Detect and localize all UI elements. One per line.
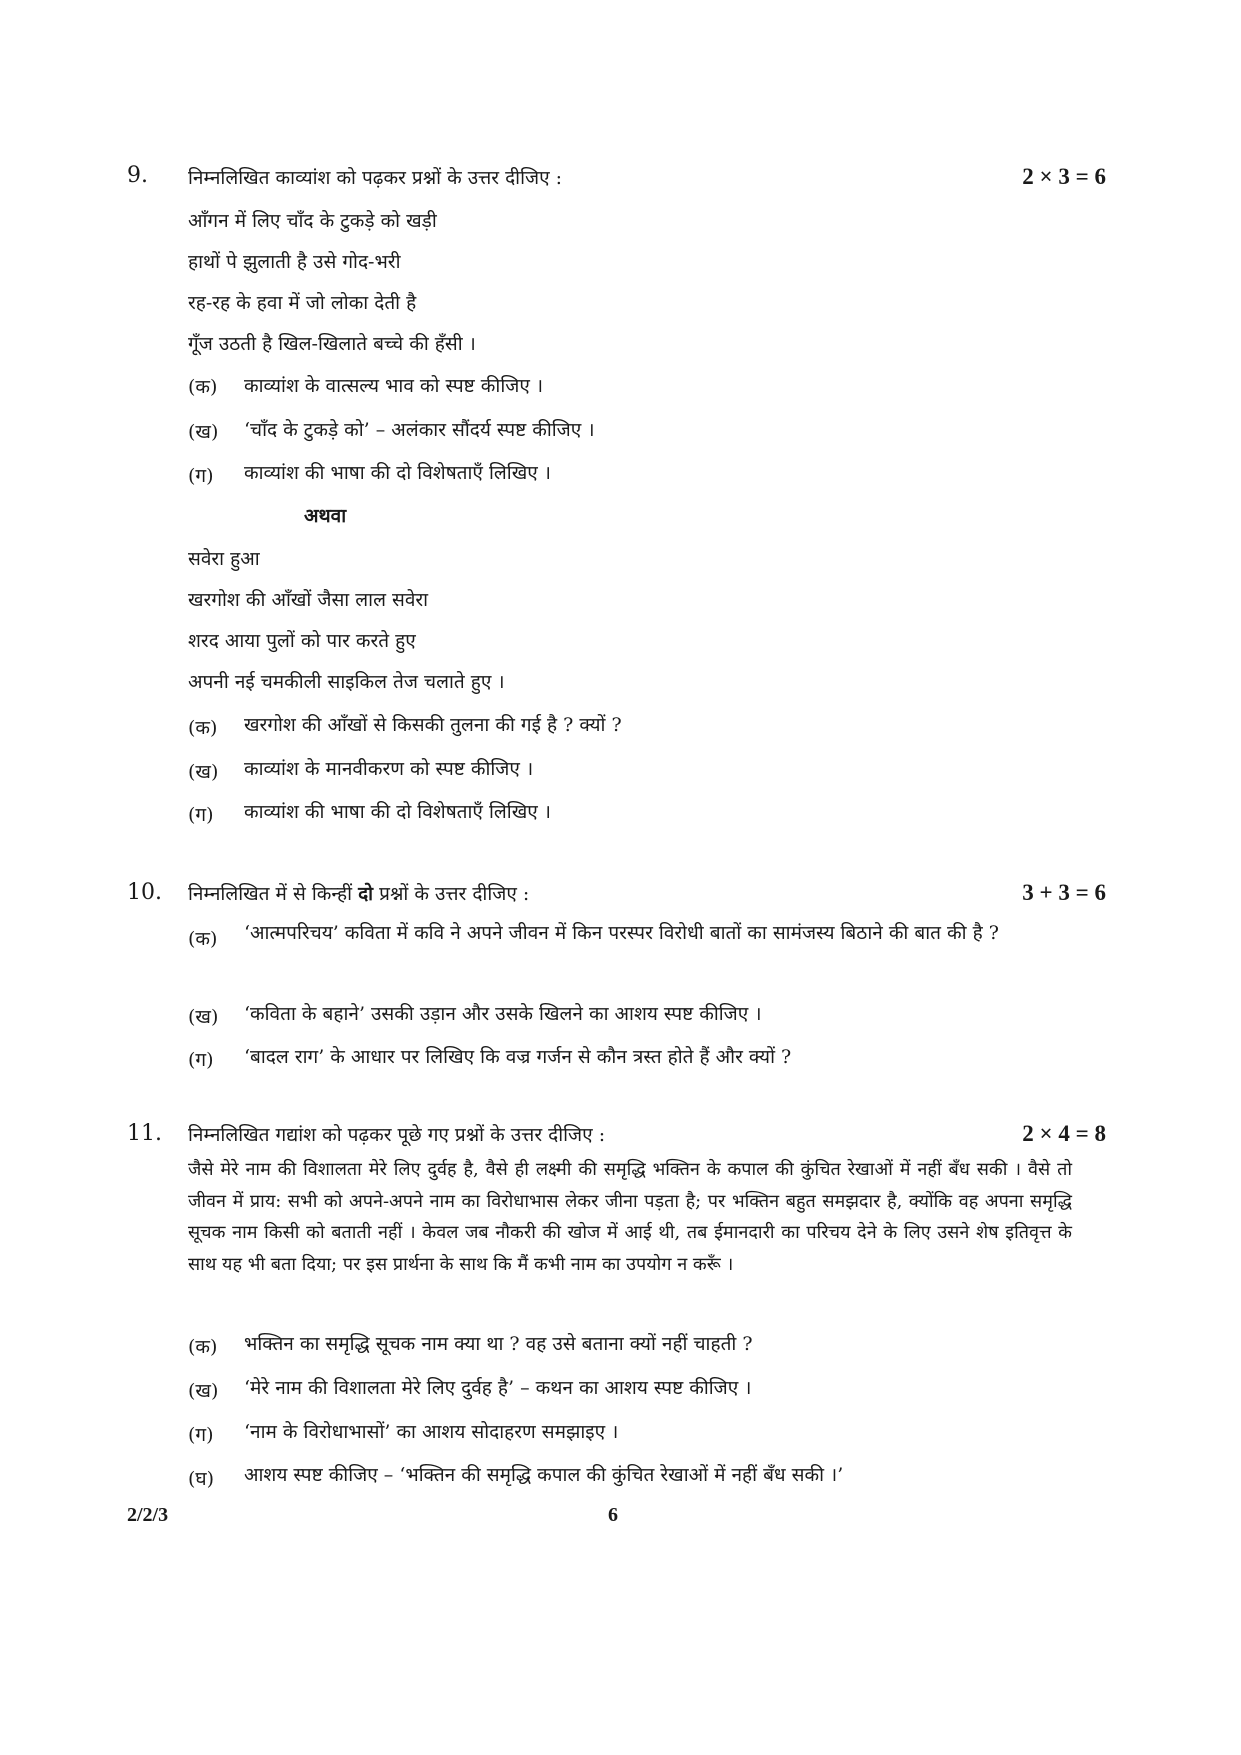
sub-question-text: काव्यांश की भाषा की दो विशेषताएँ लिखिए । [244, 462, 551, 484]
sub-question-label: (ख) [188, 1380, 219, 1402]
sub-question-text: काव्यांश की भाषा की दो विशेषताएँ लिखिए । [244, 801, 551, 823]
paper-code: 2/2/3 [127, 1504, 169, 1526]
sub-question-text: खरगोश की आँखों से किसकी तुलना की गई है ? क्यों ? [244, 714, 622, 736]
poem-line: अपनी नई चमकीली साइकिल तेज चलाते हुए । [188, 671, 505, 693]
sub-question-text: भक्तिन का समृद्धि सूचक नाम क्या था ? वह उसे बताना क्यों नहीं चाहती ? [244, 1333, 753, 1355]
sub-question-text: ‘बादल राग’ के आधार पर लिखिए कि वज्र गर्जन से कौन त्रस्त होते हैं और क्यों ? [244, 1046, 792, 1068]
sub-question-text: ‘आत्मपरिचय’ कविता में कवि ने अपने जीवन में किन परस्पर विरोधी बातों का सामंजस्य बिठाने की बात की है ? [244, 922, 999, 944]
sub-question-label: (क) [188, 376, 218, 398]
sub-question-text: ‘मेरे नाम की विशालता मेरे लिए दुर्वह है’ – कथन का आशय स्पष्ट कीजिए । [244, 1377, 752, 1399]
sub-question-label: (ग) [188, 1049, 214, 1071]
q11-passage: जैसे मेरे नाम की विशालता मेरे लिए दुर्वह है, वैसे ही लक्ष्मी की समृद्धि भक्तिन के कपाल की कुंचित रेखाओं में नहीं बँध सकी । वैसे तो जीवन में प्राय: सभी को अपने-अपने नाम का विरोधाभास लेकर जीना पड़ता है; पर भक्तिन बहुत समझदार है, क्योंकि वह अपना समृद्धि सूचक नाम किसी को बताती नहीं । केवल जब नौकरी की खोज में आई थी, तब ईमानदारी का परिचय देने के लिए उसने शेष इतिवृत्त के साथ यह भी बता दिया; पर इस प्रार्थना के साथ कि मैं कभी नाम का उपयोग न करूँ । [188, 1159, 1072, 1275]
poem-line: शरद आया पुलों को पार करते हुए [188, 630, 416, 652]
sub-question-label: (क) [188, 717, 218, 739]
sub-question-label: (ख) [188, 1006, 219, 1028]
sub-question-text: ‘चाँद के टुकड़े को’ – अलंकार सौंदर्य स्पष्ट कीजिए । [244, 419, 595, 441]
sub-question-text: ‘नाम के विरोधाभासों’ का आशय सोदाहरण समझाइए । [244, 1421, 619, 1443]
sub-question-text: आशय स्पष्ट कीजिए – ‘भक्तिन की समृद्धि कपाल की कुंचित रेखाओं में नहीं बँध सकी ।’ [244, 1464, 844, 1486]
q11-marks: 2 × 4 = 8 [1022, 1121, 1106, 1146]
sub-question-text: काव्यांश के वात्सल्य भाव को स्पष्ट कीजिए । [244, 375, 544, 397]
sub-question-label: (ख) [188, 761, 219, 783]
q9-marks: 2 × 3 = 6 [1022, 164, 1106, 189]
or-label: अथवा [304, 505, 347, 527]
page-number: 6 [608, 1504, 618, 1526]
poem-line: गूँज उठती है खिल-खिलाते बच्चे की हँसी । [188, 333, 476, 355]
poem-line: आँगन में लिए चाँद के टुकड़े को खड़ी [188, 210, 437, 232]
poem-line: हाथों पे झुलाती है उसे गोद-भरी [188, 251, 401, 273]
sub-question-label: (क) [188, 928, 218, 950]
q10-marks: 3 + 3 = 6 [1022, 880, 1106, 905]
sub-question-label: (ग) [188, 804, 214, 826]
poem-line: रह-रह के हवा में जो लोका देती है [188, 292, 417, 314]
q10-instruction: निम्नलिखित में से किन्हीं दो प्रश्नों के उत्तर दीजिए : [188, 883, 530, 905]
sub-question-label: (ग) [188, 465, 214, 487]
poem-line: सवेरा हुआ [188, 548, 260, 570]
q11-number: 11. [127, 1121, 162, 1146]
q10-number: 10. [127, 880, 162, 905]
q10-instruction-bold: दो [358, 883, 374, 905]
sub-question-label: (ख) [188, 421, 219, 443]
sub-question-label: (ग) [188, 1424, 214, 1446]
sub-question-label: (घ) [188, 1468, 215, 1490]
sub-question-text: ‘कविता के बहाने’ उसकी उड़ान और उसके खिलने का आशय स्पष्ट कीजिए । [244, 1003, 762, 1025]
q9-number: 9. [127, 163, 148, 188]
q11-instruction: निम्नलिखित गद्यांश को पढ़कर पूछे गए प्रश्नों के उत्तर दीजिए : [188, 1124, 606, 1146]
poem-line: खरगोश की आँखों जैसा लाल सवेरा [188, 589, 429, 611]
q9-instruction: निम्नलिखित काव्यांश को पढ़कर प्रश्नों के उत्तर दीजिए : [188, 167, 563, 189]
sub-question-label: (क) [188, 1336, 218, 1358]
sub-question-text: काव्यांश के मानवीकरण को स्पष्ट कीजिए । [244, 758, 534, 780]
